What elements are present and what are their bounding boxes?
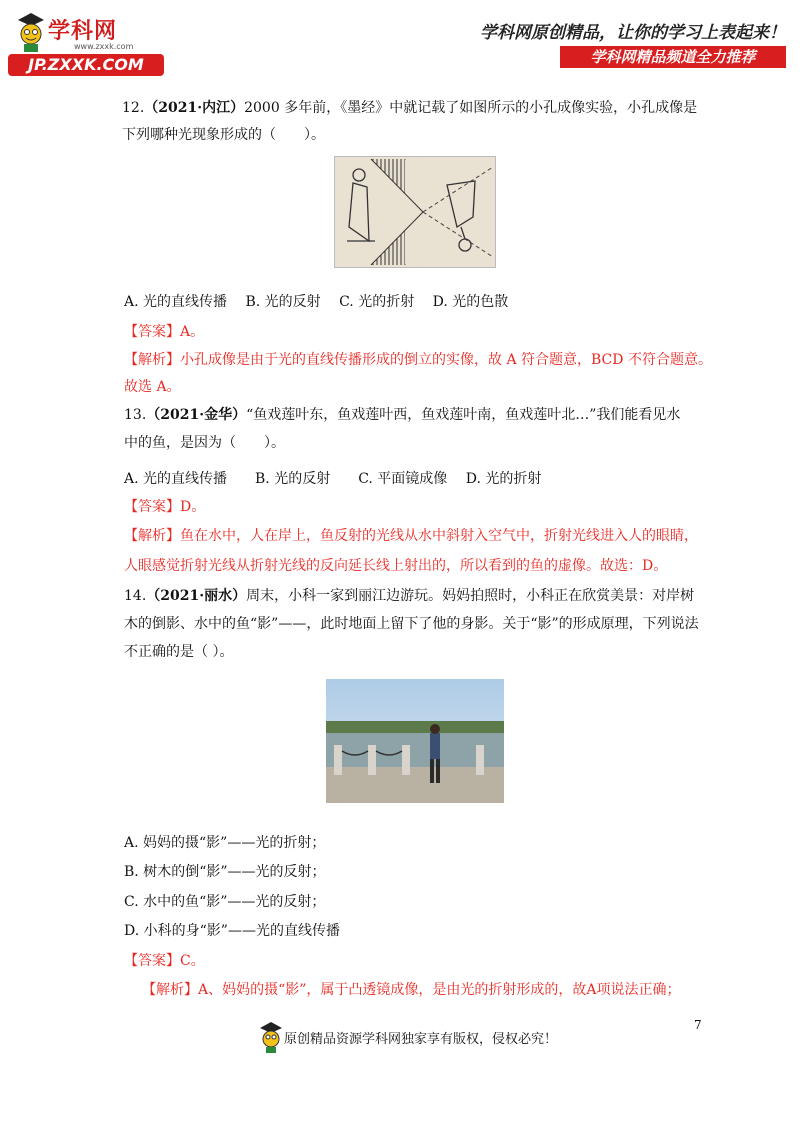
pinhole-camera-figure: [334, 156, 496, 268]
q14-analysis: 【解析】A、妈妈的摄“影”，属于凸透镜成像，是由光的折射形成的，故A项说法正确；: [142, 982, 681, 998]
q14-option-c: C. 水中的鱼“影”——光的反射；: [124, 894, 326, 910]
q12-analysis: 【解析】小孔成像是由于光的直线传播形成的倒立的实像，故 A 符合题意，BCD 不符合题意。: [124, 352, 712, 368]
q12-analysis-line2: 故选 A。: [124, 379, 181, 395]
q14-option-d: D. 小科的身“影”——光的直线传播: [124, 923, 340, 939]
q13-line1: 13.（2021·金华）“鱼戏莲叶东，鱼戏莲叶西，鱼戏莲叶南，鱼戏莲叶北…”我们能看见水: [124, 407, 681, 423]
site-logo: [8, 10, 168, 76]
header-slogan: 学科网原创精品，让你的学习上表起来！: [480, 23, 786, 43]
q14-line1: 14.（2021·丽水）周末，小科一家到丽江边游玩。妈妈拍照时，小科正在欣赏美景：对岸树: [124, 588, 695, 604]
q14-line2: 木的倒影、水中的鱼“影”——，此时地面上留下了他的身影。关于“影”的形成原理，下列说法: [124, 616, 699, 632]
q13-answer: 【答案】D。: [124, 499, 206, 515]
q13-analysis: 【解析】鱼在水中，人在岸上，鱼反射的光线从水中斜射入空气中，折射光线进入人的眼睛，: [124, 528, 698, 544]
riverside-photo: [326, 679, 504, 803]
mascot-icon: [14, 10, 48, 54]
q12-line2: 下列哪种光现象形成的（ ）。: [122, 127, 325, 143]
q12-line1: 12.（2021·内江）2000 多年前，《墨经》中就记载了如图所示的小孔成像实验，小孔成像是: [122, 100, 698, 116]
q14-option-a: A. 妈妈的摄“影”——光的折射；: [124, 835, 326, 851]
q14-answer: 【答案】C。: [124, 953, 205, 969]
q14-line3: 不正确的是（ ）。: [124, 644, 234, 660]
footer-copyright: 原创精品资源学科网独家享有版权，侵权必究！: [284, 1032, 558, 1047]
q12-answer: 【答案】A。: [124, 324, 205, 340]
mascot-icon: [258, 1020, 284, 1054]
logo-small-url: www.zxxk.com: [74, 42, 134, 51]
q13-line2: 中的鱼，是因为（ ）。: [124, 435, 285, 451]
q13-analysis-line2: 人眼感觉折射光线从折射光线的反向延长线上射出的，所以看到的鱼的虚像。故选：D。: [124, 558, 668, 574]
header-channel-banner: 学科网精品频道全力推荐: [560, 46, 786, 68]
q13-options: A. 光的直线传播 B. 光的反射 C. 平面镜成像 D. 光的折射: [124, 471, 542, 487]
q12-options: A. 光的直线传播 B. 光的反射 C. 光的折射 D. 光的色散: [124, 294, 509, 310]
q14-option-b: B. 树木的倒“影”——光的反射；: [124, 864, 326, 880]
logo-name: 学科网: [48, 19, 118, 44]
page-number: 7: [694, 1018, 702, 1032]
logo-url: JP.ZXXK.COM: [8, 54, 164, 76]
